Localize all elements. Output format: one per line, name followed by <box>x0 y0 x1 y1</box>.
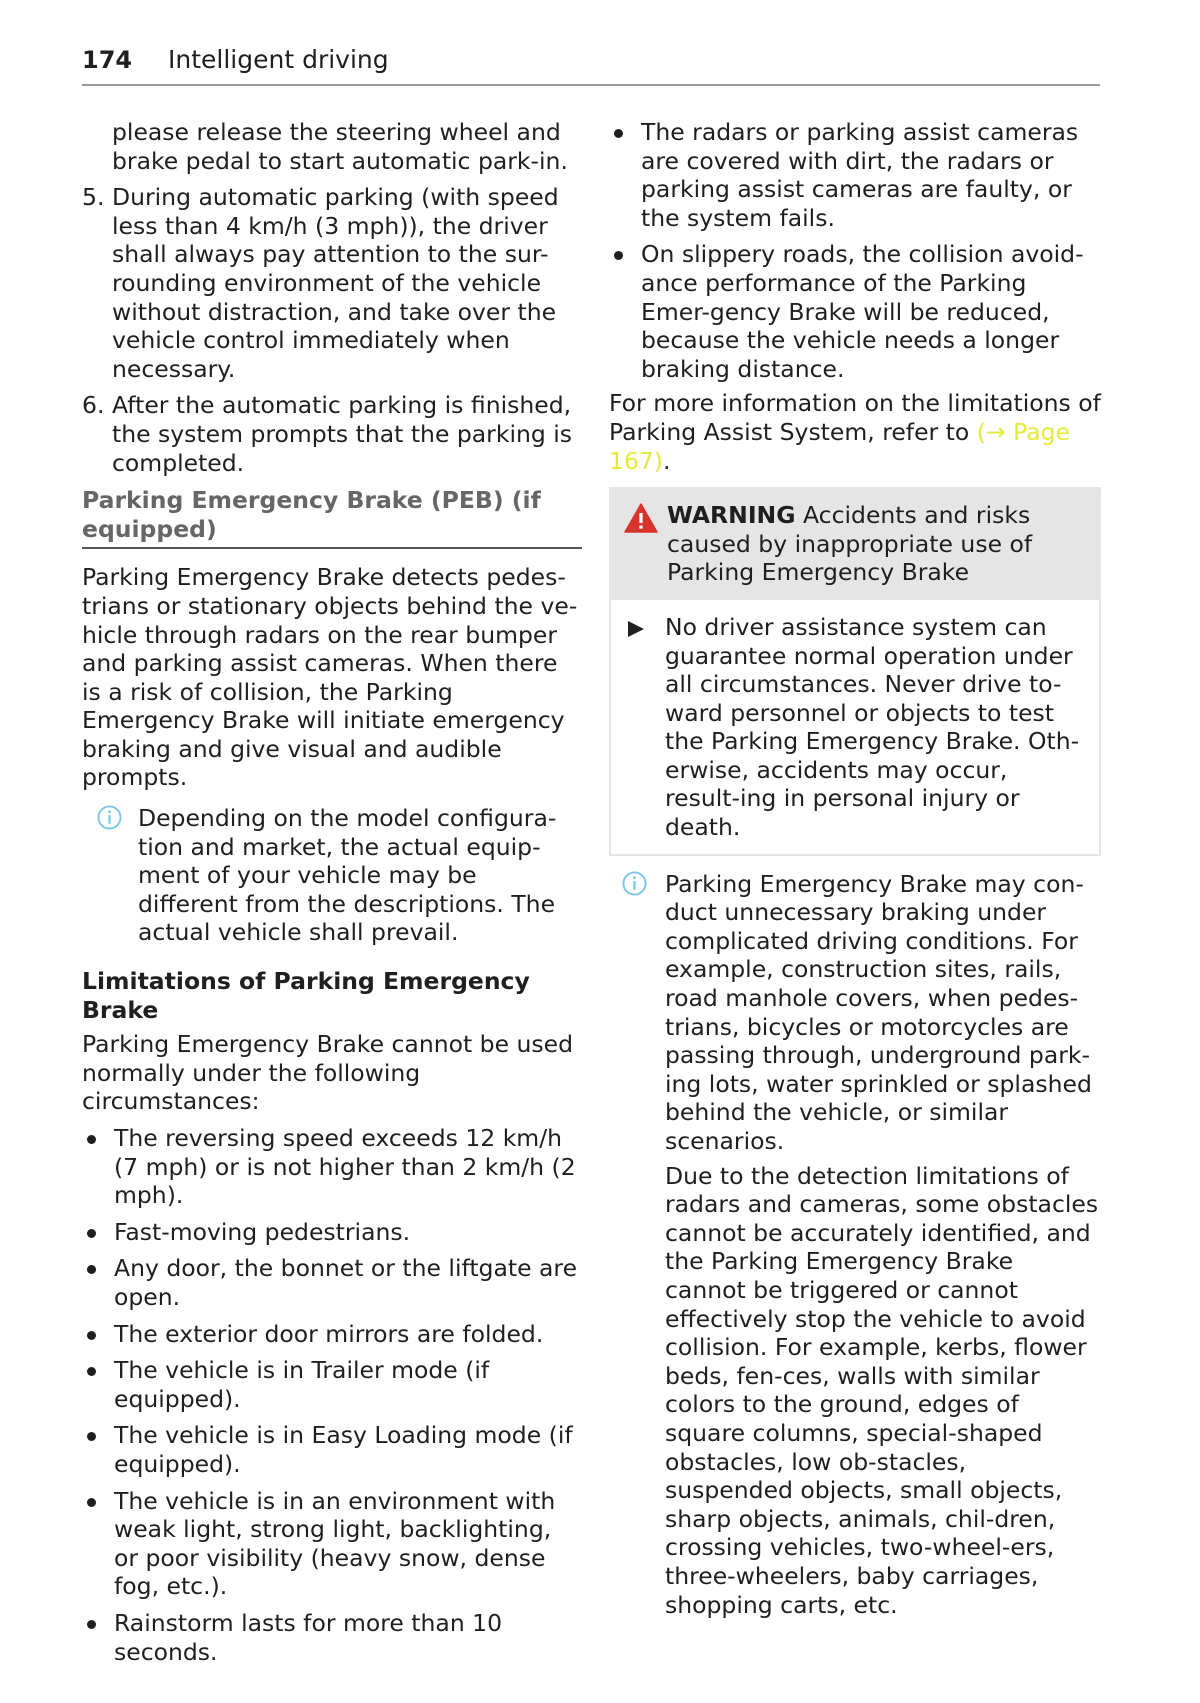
info-icon <box>622 871 647 896</box>
arrow-right-icon <box>627 620 645 638</box>
info-note <box>82 804 582 947</box>
peb-heading: Parking Emergency Brake (PEB) (if equipped) <box>82 486 582 549</box>
info-note-text: Depending on the model configura-tion and market, the actual equip-ment of your vehicle may be different from the descriptions. The actual vehicle shall prevail. <box>138 804 557 947</box>
list-item: The exterior door mirrors are folded. <box>82 1320 582 1349</box>
list-item: The reversing speed exceeds 12 km/h (7 mph) or is not higher than 2 km/h (2 mph). <box>82 1124 582 1210</box>
list-item: The vehicle is in Easy Loading mode (if equipped). <box>82 1421 582 1478</box>
list-item: The radars or parking assist cameras are covered with dirt, the radars or parking assist cameras are faulty, or the system fails. <box>609 118 1101 232</box>
list-item: The vehicle is in an environment with weak light, strong light, backlighting, or poor visibility (heavy snow, dense fog, etc.). <box>82 1487 582 1601</box>
page-number: 174 <box>82 46 133 74</box>
step-number: 5. <box>82 183 105 212</box>
info-note-text: Parking Emergency Brake may con-duct unnecessary braking under complicated driving conditions. For example, construction sites, rails, road manhole covers, when pedes-trians, bicycles or motorcycles are passing through, underground park-ing lots, water sprinkled or splashed behind the vehicle, or similar scenarios. <box>665 869 1092 1155</box>
list-item: Any door, the bonnet or the liftgate are open. <box>82 1254 582 1311</box>
step-text: After the automatic parking is finished, the system prompts that the parking is completed. <box>112 391 573 477</box>
more-info-end: . <box>663 446 671 475</box>
list-item: The vehicle is in Trailer mode (if equipped). <box>82 1356 582 1413</box>
list-item: Fast-moving pedestrians. <box>82 1218 582 1247</box>
page-link[interactable]: (→ Page 167) <box>609 417 1070 475</box>
warning-text: No driver assistance system can guarantee normal operation under all circumstances. Never drive to-ward personnel or objects to test the Parking Emergency Brake. Oth-erwise, accidents may occur, result-ing in personal injury or death. <box>665 612 1080 842</box>
more-info <box>609 389 1101 475</box>
warning-label: WARNING <box>667 501 796 530</box>
warning-header <box>611 489 1099 600</box>
warning-box <box>609 487 1101 856</box>
warning-body <box>611 600 1099 854</box>
warning-title <box>667 501 1089 587</box>
step-number: 6. <box>82 391 105 420</box>
step-text: During automatic parking (with speed less than 4 km/h (3 mph)), the driver shall always pay attention to the sur-rounding environment of the vehicle without distraction, and take over the vehicle control immediately when necessary. <box>112 183 559 383</box>
info-note <box>609 870 1101 1619</box>
continuation-text: please release the steering wheel and brake pedal to start automatic park-in. <box>112 118 568 175</box>
more-info-text: For more information on the limitations of Parking Assist System, refer to <box>609 389 1101 446</box>
left-column <box>82 118 582 1666</box>
step-item <box>82 391 582 477</box>
right-column <box>609 118 1101 1619</box>
list-item: Rainstorm lasts for more than 10 seconds. <box>82 1609 582 1666</box>
limitations-heading: Limitations of Parking Emergency Brake <box>82 967 530 1024</box>
limitations-intro: Parking Emergency Brake cannot be used normally under the following circumstances: <box>82 1030 574 1116</box>
info-icon <box>97 805 122 830</box>
list-item: On slippery roads, the collision avoid-ance performance of the Parking Emer-gency Brake will be reduced, because the vehicle needs a longer braking distance. <box>609 240 1101 383</box>
page-header <box>82 44 1100 86</box>
info-note-text: Due to the detection limitations of radars and cameras, some obstacles cannot be accurately identified, and the Parking Emergency Brake cannot be triggered or cannot effectively stop the vehicle to avoid collision. For example, kerbs, flower beds, fen-ces, walls with similar colors to the ground, edges of square columns, special-shaped obstacles, low ob-stacles, suspended objects, small objects, sharp objects, animals, chil-dren, crossing vehicles, two-wheel-ers, three-wheelers, baby carriages, shopping carts, etc. <box>665 1161 1099 1619</box>
peb-intro: Parking Emergency Brake detects pedes-trians or stationary objects behind the ve-hicle through radars on the rear bumper and parking assist cameras. When there is a risk of collision, the Parking Emergency Brake will initiate emergency braking and give visual and audible prompts. <box>82 563 578 792</box>
warning-title-text: Accidents and risks caused by inappropriate use of Parking Emergency Brake <box>667 501 1033 587</box>
warning-icon <box>624 503 658 533</box>
step-item <box>82 183 582 383</box>
section-title: Intelligent driving <box>168 45 389 74</box>
